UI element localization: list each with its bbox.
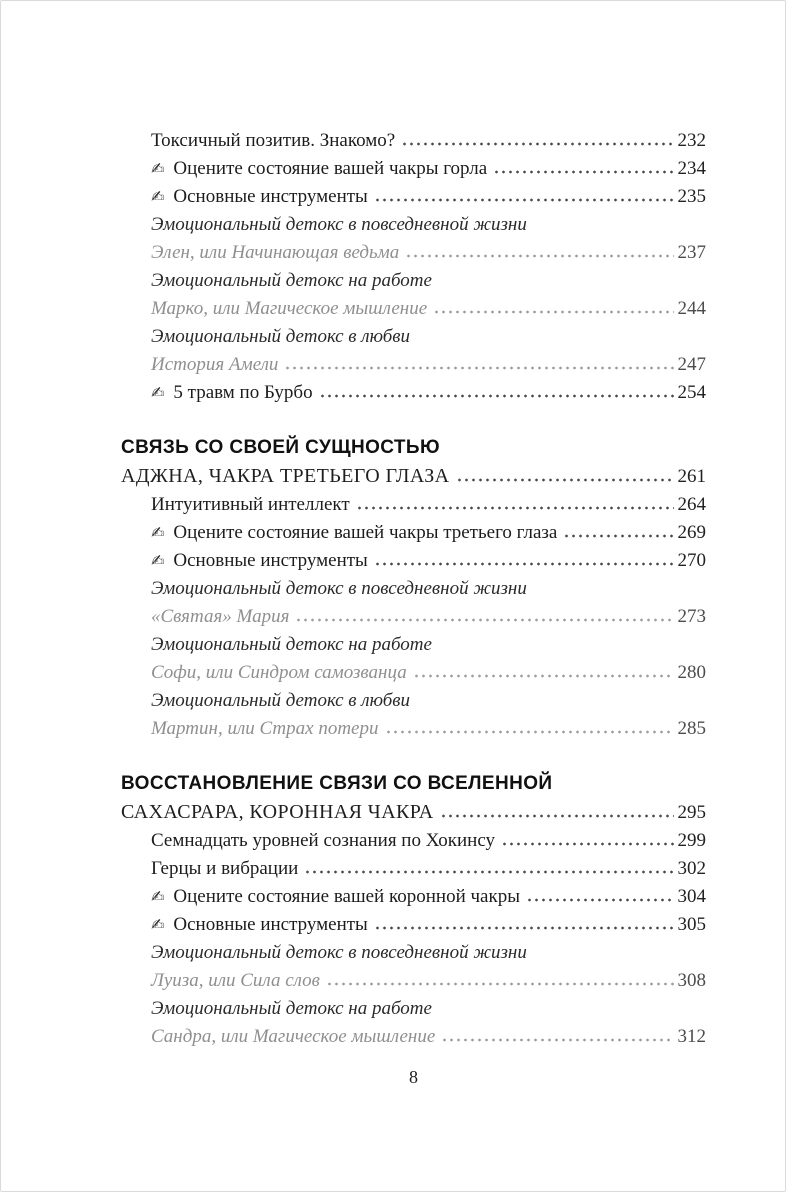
entry-title: Эмоциональный детокс в повседневной жизни bbox=[151, 942, 527, 963]
toc-entry bbox=[121, 155, 706, 183]
dot-leader bbox=[374, 198, 674, 202]
dot-leader bbox=[501, 842, 673, 846]
entry-page-number: 247 bbox=[677, 354, 706, 375]
dot-leader bbox=[493, 170, 673, 174]
entry-title: Софи, или Синдром самозванца bbox=[151, 662, 407, 683]
dot-leader bbox=[374, 926, 674, 930]
dot-leader bbox=[401, 142, 673, 146]
entry-title: Луиза, или Сила слов bbox=[151, 970, 320, 991]
chapter-row bbox=[121, 798, 706, 827]
entry-title: Семнадцать уровней сознания по Хокинсу bbox=[151, 830, 496, 851]
dot-leader bbox=[326, 982, 674, 986]
entry-page-number: 234 bbox=[677, 158, 706, 179]
entry-title: История Амели bbox=[151, 354, 279, 375]
entry-title: Оцените состояние вашей чакры третьего глаза bbox=[173, 522, 558, 543]
entry-page-number: 235 bbox=[677, 186, 706, 207]
toc-entry bbox=[121, 883, 706, 911]
entry-title: Эмоциональный детокс на работе bbox=[151, 998, 432, 1019]
pen-icon: ✍ bbox=[151, 551, 165, 570]
entry-page-number: 299 bbox=[677, 830, 706, 851]
toc-entry bbox=[121, 267, 706, 295]
toc-entry bbox=[121, 687, 706, 715]
pen-icon: ✍ bbox=[151, 523, 165, 542]
chapter-page-number: 261 bbox=[677, 466, 706, 487]
dot-leader bbox=[433, 310, 673, 314]
toc-entry bbox=[121, 603, 706, 631]
dot-leader bbox=[304, 870, 673, 874]
dot-leader bbox=[284, 366, 673, 370]
pen-icon: ✍ bbox=[151, 383, 165, 402]
entry-page-number: 308 bbox=[677, 970, 706, 991]
entry-page-number: 269 bbox=[677, 522, 706, 543]
toc-entry bbox=[121, 659, 706, 687]
toc-entry bbox=[121, 211, 706, 239]
toc-section bbox=[121, 127, 706, 407]
entry-title: 5 травм по Бурбо bbox=[173, 382, 313, 403]
section-heading: ВОССТАНОВЛЕНИЕ СВЯЗИ СО ВСЕЛЕННОЙ bbox=[121, 773, 553, 794]
entry-title: Токсичный позитив. Знакомо? bbox=[151, 130, 396, 151]
section-heading: СВЯЗЬ СО СВОЕЙ СУЩНОСТЬЮ bbox=[121, 437, 440, 458]
entry-page-number: 264 bbox=[677, 494, 706, 515]
toc-entry bbox=[121, 547, 706, 575]
entry-title: Оцените состояние вашей чакры горла bbox=[173, 158, 488, 179]
dot-leader bbox=[319, 394, 674, 398]
toc-entry bbox=[121, 967, 706, 995]
entry-page-number: 237 bbox=[677, 242, 706, 263]
dot-leader bbox=[356, 506, 674, 510]
toc-section bbox=[121, 770, 706, 1051]
toc-entry bbox=[121, 379, 706, 407]
entry-title: Мартин, или Страх потери bbox=[151, 718, 379, 739]
entry-page-number: 285 bbox=[677, 718, 706, 739]
entry-title: Основные инструменты bbox=[173, 914, 368, 935]
toc-entry bbox=[121, 491, 706, 519]
entry-title: Марко, или Магическое мышление bbox=[151, 298, 428, 319]
dot-leader bbox=[440, 814, 674, 818]
toc-entry bbox=[121, 631, 706, 659]
entry-page-number: 273 bbox=[677, 606, 706, 627]
dot-leader bbox=[563, 534, 673, 538]
pen-icon: ✍ bbox=[151, 915, 165, 934]
entry-title: Элен, или Начинающая ведьма bbox=[151, 242, 400, 263]
entry-page-number: 232 bbox=[677, 130, 706, 151]
entry-title: Герцы и вибрации bbox=[151, 858, 299, 879]
entry-title: Эмоциональный детокс на работе bbox=[151, 634, 432, 655]
toc-entry bbox=[121, 519, 706, 547]
entry-title: «Святая» Мария bbox=[151, 606, 290, 627]
toc-entry bbox=[121, 939, 706, 967]
toc-entry bbox=[121, 995, 706, 1023]
entry-page-number: 312 bbox=[677, 1026, 706, 1047]
entry-title: Основные инструменты bbox=[173, 186, 368, 207]
dot-leader bbox=[295, 618, 673, 622]
toc-entry bbox=[121, 575, 706, 603]
dot-leader bbox=[526, 898, 674, 902]
dot-leader bbox=[456, 478, 674, 482]
entry-page-number: 305 bbox=[677, 914, 706, 935]
dot-leader bbox=[441, 1038, 673, 1042]
toc-entry bbox=[121, 323, 706, 351]
entry-page-number: 280 bbox=[677, 662, 706, 683]
toc-entry bbox=[121, 183, 706, 211]
page-number: 8 bbox=[409, 1067, 418, 1087]
entry-title: Эмоциональный детокс на работе bbox=[151, 270, 432, 291]
dot-leader bbox=[385, 730, 674, 734]
pen-icon: ✍ bbox=[151, 159, 165, 178]
toc-entry bbox=[121, 715, 706, 743]
dot-leader bbox=[405, 254, 673, 258]
entry-title: Интуитивный интеллект bbox=[151, 494, 350, 515]
chapter-page-number: 295 bbox=[677, 802, 706, 823]
entry-title: Основные инструменты bbox=[173, 550, 368, 571]
toc-entry bbox=[121, 1023, 706, 1051]
dot-leader bbox=[413, 674, 674, 678]
entry-title: Эмоциональный детокс в любви bbox=[151, 690, 411, 711]
toc-entry bbox=[121, 911, 706, 939]
pen-icon: ✍ bbox=[151, 887, 165, 906]
chapter-title: САХАСРАРА, КОРОННАЯ ЧАКРА bbox=[121, 801, 434, 823]
entry-title: Эмоциональный детокс в повседневной жизни bbox=[151, 578, 527, 599]
entry-page-number: 244 bbox=[677, 298, 706, 319]
entry-title: Эмоциональный детокс в повседневной жизни bbox=[151, 214, 527, 235]
entry-page-number: 270 bbox=[677, 550, 706, 571]
entry-title: Сандра, или Магическое мышление bbox=[151, 1026, 436, 1047]
dot-leader bbox=[374, 562, 674, 566]
toc-entry bbox=[121, 295, 706, 323]
entry-page-number: 304 bbox=[677, 886, 706, 907]
entry-page-number: 254 bbox=[677, 382, 706, 403]
entry-title: Оцените состояние вашей коронной чакры bbox=[173, 886, 520, 907]
toc-entry bbox=[121, 351, 706, 379]
entry-page-number: 302 bbox=[677, 858, 706, 879]
chapter-row bbox=[121, 462, 706, 491]
toc-entry bbox=[121, 127, 706, 155]
toc-entry bbox=[121, 827, 706, 855]
table-of-contents bbox=[121, 127, 706, 1051]
toc-entry bbox=[121, 855, 706, 883]
pen-icon: ✍ bbox=[151, 187, 165, 206]
chapter-title: АДЖНА, ЧАКРА ТРЕТЬЕГО ГЛАЗА bbox=[121, 465, 450, 487]
toc-section bbox=[121, 434, 706, 743]
entry-title: Эмоциональный детокс в любви bbox=[151, 326, 411, 347]
toc-entry bbox=[121, 239, 706, 267]
